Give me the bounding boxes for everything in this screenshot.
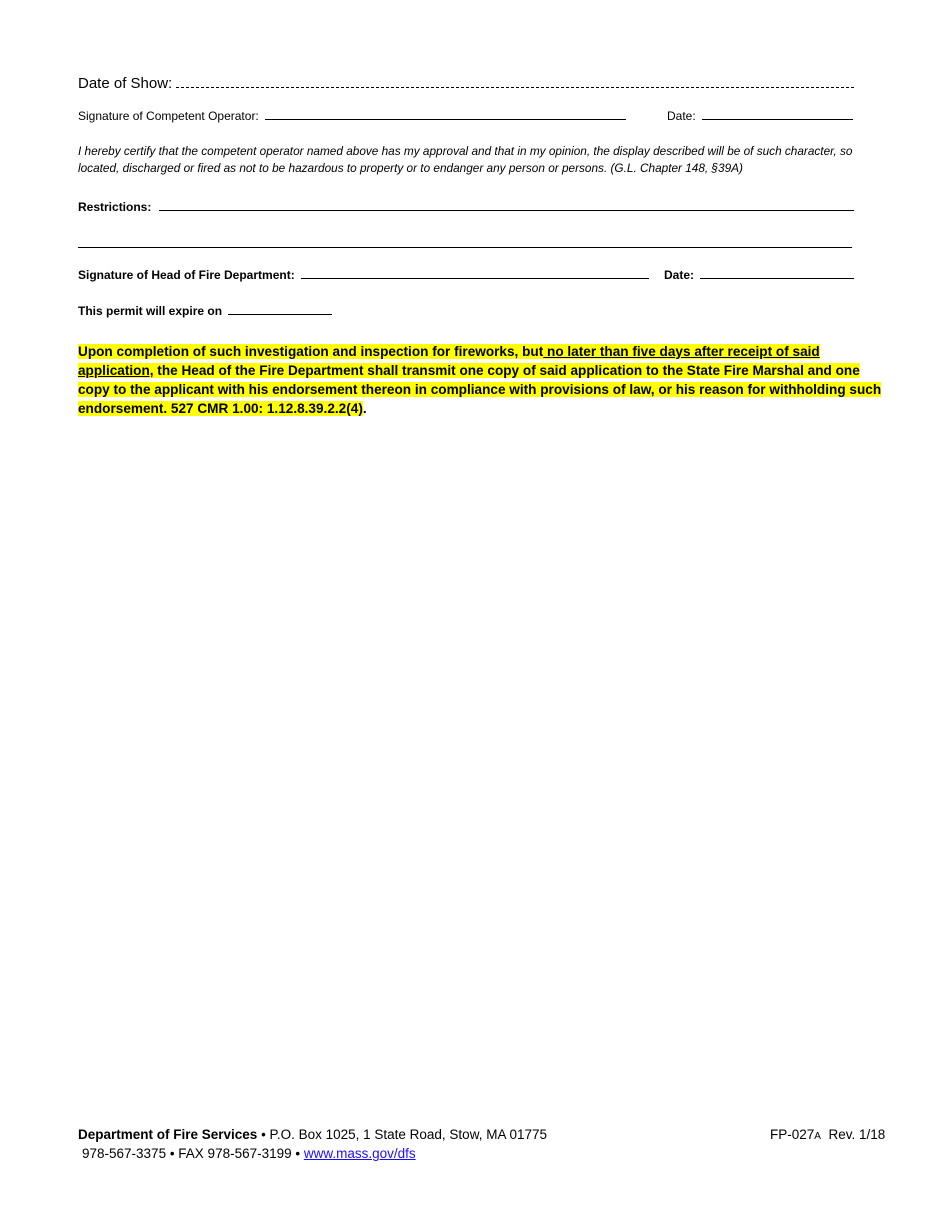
form-revision	[770, 1127, 885, 1142]
footer-phone: 978-567-3375 • FAX 978-567-3199 •	[82, 1146, 304, 1161]
restrictions-label: Restrictions:	[78, 200, 152, 214]
form-code: FP-027	[770, 1127, 815, 1142]
revision-label: Rev. 1/18	[820, 1127, 886, 1142]
expiration-label: This permit will expire on	[78, 304, 223, 318]
date-of-show-field[interactable]	[176, 77, 854, 88]
footer-website-link[interactable]: www.mass.gov/dfs	[303, 1146, 416, 1161]
head-signature-label: Signature of Head of Fire Department:	[78, 268, 295, 282]
footer-address-line	[78, 1127, 547, 1142]
head-signature-row	[78, 268, 649, 282]
certification-text: I hereby certify that the competent operator named above has my approval and that in my opinion, the display described will be of such character, so located, discharged or fired as not to be hazardous to property or to endanger any person or persons. (G.L. Chapter 148, §39A)	[78, 144, 853, 175]
footer-contact-line	[82, 1146, 416, 1161]
date-of-show-label: Date of Show:	[78, 75, 173, 92]
operator-signature-field[interactable]	[265, 110, 626, 120]
notice-end: .	[362, 401, 367, 416]
footer-department: Department of Fire Services	[78, 1127, 258, 1142]
notice-part-1: Upon completion of such investigation and inspection for fireworks, but	[78, 344, 544, 359]
operator-signature-row	[78, 109, 626, 123]
restrictions-field[interactable]	[159, 201, 854, 211]
notice-deadline: no later than five days after receipt of said application,	[78, 344, 820, 378]
notice-paragraph	[78, 342, 884, 418]
operator-date-row	[667, 109, 853, 123]
notice-part-3: the Head of the Fire Department shall transmit one copy of said application to the State Fire Marshal and one copy to the applicant with his endorsement thereon in compliance with provisions of law, or his reason for withholding such endorsement. 527 CMR 1.00: 1.12.8.39.2.2(4)	[78, 363, 882, 416]
restrictions-row	[78, 200, 854, 214]
operator-date-field[interactable]	[702, 110, 853, 120]
head-date-field[interactable]	[700, 269, 854, 279]
head-signature-field[interactable]	[301, 269, 649, 279]
date-of-show-row	[78, 75, 854, 92]
restrictions-field-continued[interactable]	[78, 238, 852, 248]
head-date-row	[664, 268, 854, 282]
expiration-field[interactable]	[228, 305, 332, 315]
head-date-label: Date:	[664, 268, 695, 282]
form-code-suffix: A	[814, 1131, 821, 1142]
operator-date-label: Date:	[667, 109, 696, 123]
operator-signature-label: Signature of Competent Operator:	[78, 109, 259, 123]
expiration-row	[78, 304, 332, 318]
footer-address: • P.O. Box 1025, 1 State Road, Stow, MA 01775	[257, 1127, 547, 1142]
